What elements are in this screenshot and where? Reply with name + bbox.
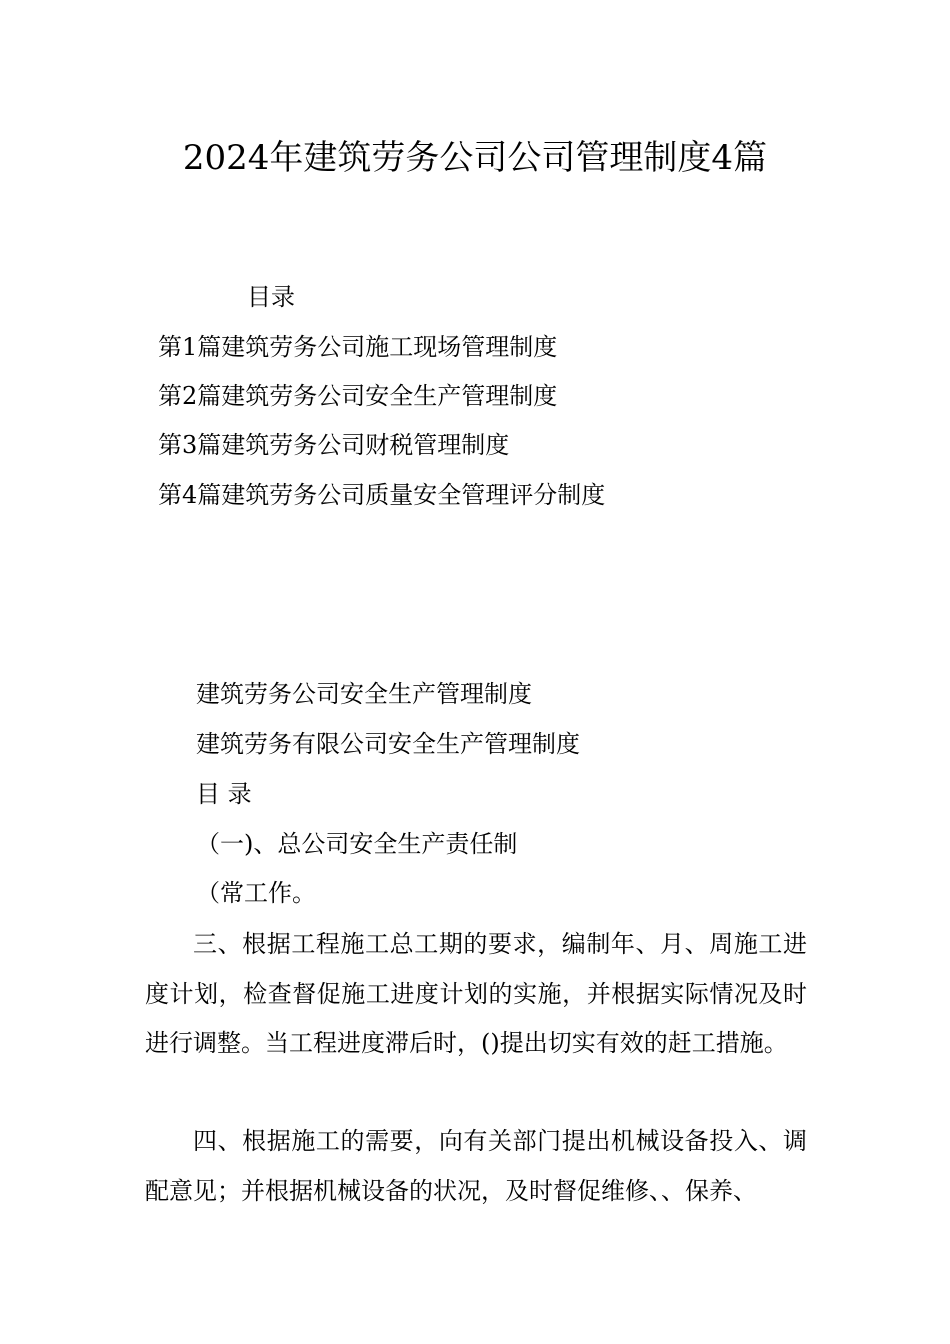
section-subheading: 建筑劳务有限公司安全生产管理制度 xyxy=(196,730,580,758)
section-list-item: （常工作。 xyxy=(196,879,316,907)
toc-item: 第2篇建筑劳务公司安全生产管理制度 xyxy=(158,382,558,410)
section-list-item: （一)、总公司安全生产责任制 xyxy=(196,830,518,858)
document-title: 2024年建筑劳务公司公司管理制度4篇 xyxy=(182,138,768,178)
toc-item: 第3篇建筑劳务公司财税管理制度 xyxy=(158,431,510,459)
section-toc-label: 目 录 xyxy=(196,780,252,808)
toc-heading: 目录 xyxy=(247,283,295,311)
toc-item: 第4篇建筑劳务公司质量安全管理评分制度 xyxy=(158,481,606,509)
toc-item: 第1篇建筑劳务公司施工现场管理制度 xyxy=(158,333,558,361)
section-heading: 建筑劳务公司安全生产管理制度 xyxy=(196,680,532,708)
body-paragraph: 三、根据工程施工总工期的要求，编制年、月、周施工进度计划，检查督促施工进度计划的实施，并根据实际情况及时进行调整。当工程进度滞后时，()提出切实有效的赶工措施。 xyxy=(145,930,807,1057)
body-paragraph: 四、根据施工的需要，向有关部门提出机械设备投入、调配意见；并根据机械设备的状况，及时督促维修、、保养、 xyxy=(145,1127,807,1205)
